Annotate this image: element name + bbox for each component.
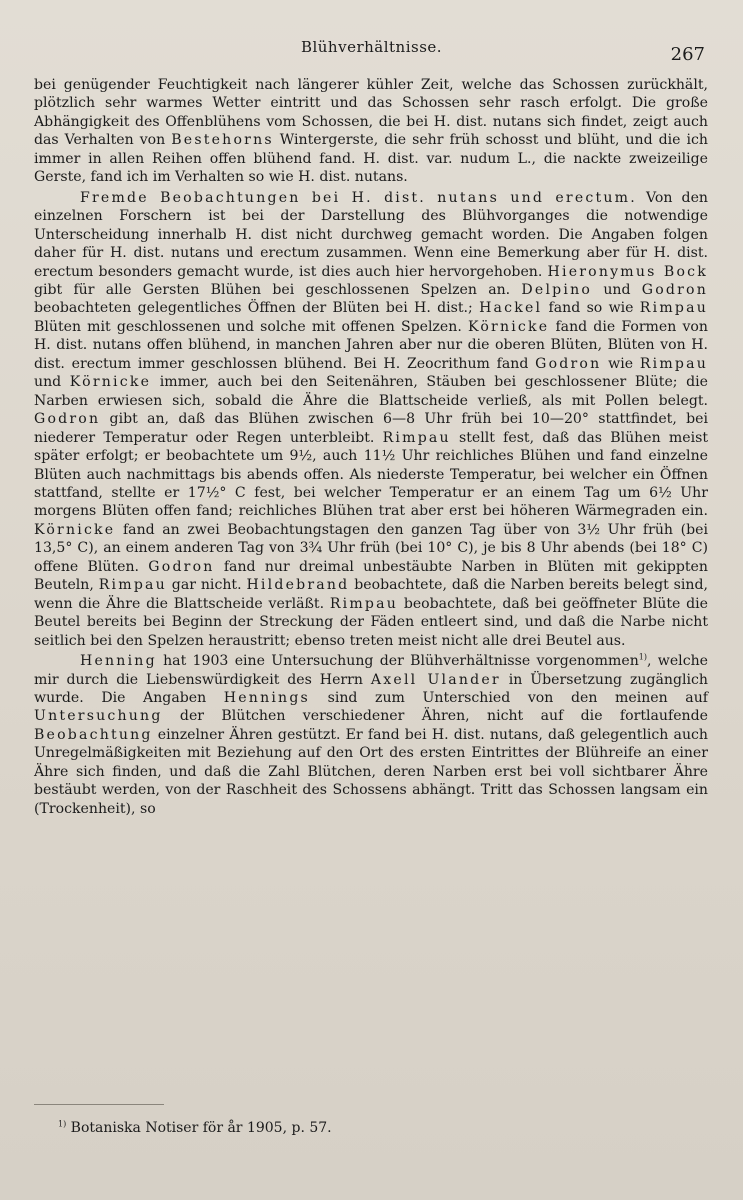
text-run: der Blütchen verschiedener Ähren, nicht auf die fortlaufende <box>162 708 708 725</box>
text-run: in Übersetzung zugänglich wurde. Die Angaben <box>34 671 708 706</box>
text-run: gibt für alle Gersten Blühen bei geschlossenen Spelzen an. <box>34 281 522 298</box>
spaced-name: Godron <box>148 558 215 575</box>
spaced-name: Hackel <box>479 300 543 317</box>
spaced-name: Untersuchung <box>34 708 163 725</box>
text-run: fand nur dreimal unbestäubte Narben in Blüten mit gekippten Beuteln, <box>34 558 708 594</box>
text-run: stellt fest, daß das Blühen meist später erfolgt; er beobachtete um 9½, auch 11½ Uhr reichliches Blühen und fand einzelne Blüten auch nachmittags bis abends offen. Als niederste Temperatur, bei welcher ein Öffnen stattfand, stellte er 17½° C fest, bei welcher Temperatur er an einem Tag um 6½ Uhr morgens Blüten offen fand; reichliches Blühen trat aber erst bei höheren Wärmegraden ein. <box>34 429 708 520</box>
text-run: gibt an, daß das Blühen zwischen 6—8 Uhr früh bei 10—20° stattfindet, bei niederer Temperatur oder Regen unterbleibt. <box>34 411 708 446</box>
footnote-text: Botaniska Notiser för år 1905, p. 57. <box>66 1120 332 1136</box>
spaced-name: Hildebrand <box>246 577 350 594</box>
footnote-reference: 1) <box>638 652 647 662</box>
footnote-marker: 1) <box>58 1119 67 1129</box>
spaced-name: Beobachtung <box>34 726 153 743</box>
text-run: beobachteten gelegentliches Öffnen der Blüten bei H. dist.; <box>34 300 480 317</box>
spaced-name: Delpino <box>521 281 593 298</box>
text-run: Wintergerste, die sehr früh schosst und blüht, und die ich immer in allen Reihen offen blühend fand. H. dist. var. nudum L., die nackte zweizeilige Gerste, fand ich im Verhalten so wie H. dist. nutans. <box>34 132 708 186</box>
text-run: fand an zwei Beobachtungstagen den ganzen Tag über von 3½ Uhr früh (bei 13,5° C), an einem anderen Tag von 3¾ Uhr früh (bei 10° C), je bis 8 Uhr abends (bei 18° C) offene Blüten. <box>34 521 708 575</box>
text-run: , welche mir durch die Liebenswürdigkeit des Herrn <box>34 653 709 688</box>
text-run: gar nicht. <box>166 577 247 594</box>
spaced-name: Godron <box>641 281 709 298</box>
text-run: fand so wie <box>542 300 640 317</box>
text-run: bei genügender Feuchtigkeit nach längerer kühler Zeit, welche das Schossen zurückhält, plötzlich sehr warmes Wetter eintritt und das Schossen sehr rasch erfolgt. Die große Abhängigkeit des Offenblühens vom Schossen, die bei H. dist. nutans sich findet, zeigt auch das Verhalten von <box>34 77 708 149</box>
text-run: hat 1903 eine Untersuchung der Blühverhältnisse vorgenommen <box>156 653 639 670</box>
spaced-name: Axell Ulander <box>370 671 501 688</box>
spaced-name: Bestehorns <box>171 132 274 149</box>
text-run: beobachtete, daß die Narben bereits belegt sind, wenn die Ähre die Blattscheide verläßt. <box>34 577 708 612</box>
page-number: 267 <box>670 44 705 65</box>
body-text <box>34 76 708 818</box>
text-run: sind zum Unterschied von den meinen auf <box>310 689 708 706</box>
running-header: Blühverhältnisse. <box>300 38 443 56</box>
footnote <box>58 1120 332 1136</box>
spaced-name: Rimpau <box>329 595 399 612</box>
spaced-name: Rimpau <box>98 577 167 594</box>
paragraph <box>34 652 708 818</box>
spaced-name: Fremde Beobachtungen bei H. dist. nutans und erectum. <box>80 189 637 206</box>
spaced-name: Rimpau <box>382 429 451 446</box>
text-run: beobachtete, daß bei geöffneter Blüte die Beutel bereits bei Beginn der Streckung der Fäden entleert sind, und daß die Narbe nicht seitlich bei den Spelzen heraustritt; ebenso treten meist nicht alle drei Beutel aus. <box>34 595 708 649</box>
paragraph <box>34 189 708 650</box>
text-run: wie <box>601 355 640 372</box>
spaced-name: Hennings <box>223 689 310 706</box>
spaced-name: Godron <box>535 355 602 372</box>
spaced-name: Hieronymus Bock <box>547 263 708 280</box>
spaced-name: Körnicke <box>467 318 550 335</box>
spaced-name: Körnicke <box>34 521 116 538</box>
text-run: einzelner Ähren gestützt. Er fand bei H. dist. nutans, daß gelegentlich auch Unregelmäßigkeiten mit Beziehung auf den Ort des ersten Eintrittes der Blühreife an einer Ähre sich finden, und daß die Zahl Blütchen, deren Narben erst bei voll sichtbarer Ähre bestäubt werden, von der Raschheit des Schossens abhängt. Tritt das Schossen langsam ein (Trockenheit), so <box>34 726 708 817</box>
text-run: und <box>592 281 642 298</box>
spaced-name: Henning <box>80 653 157 670</box>
spaced-name: Rimpau <box>639 355 709 372</box>
spaced-name: Rimpau <box>639 300 708 317</box>
spaced-name: Körnicke <box>69 374 152 391</box>
spaced-name: Godron <box>34 411 101 428</box>
text-run: und <box>34 374 70 391</box>
footnote-divider <box>34 1104 164 1105</box>
text-run: Blüten mit geschlossenen und solche mit offenen Spelzen. <box>34 318 468 335</box>
text-run: immer, auch bei den Seitenähren, Stäuben bei geschlossener Blüte; die Narben erwiesen sich, sobald die Ähre die Blattscheide verließ, als mit Pollen belegt. <box>34 374 708 409</box>
text-run: fand die Formen von H. dist. nutans offen blühend, in manchen Jahren aber nur die oberen Blüten, Blüten von H. dist. erectum immer geschlossen blühend. Bei H. Zeocrithum fand <box>34 318 708 372</box>
paragraph <box>34 76 708 187</box>
text-run: Von den einzelnen Forschern ist bei der Darstellung des Blühvorganges die notwendige Unterscheidung innerhalb H. dist nicht durchweg gemacht worden. Die Angaben folgen daher für H. dist. nutans und erectum zusammen. Wenn eine Bemerkung aber für H. dist. erectum besonders gemacht wurde, ist dies auch hier hervorgehoben. <box>34 189 708 280</box>
